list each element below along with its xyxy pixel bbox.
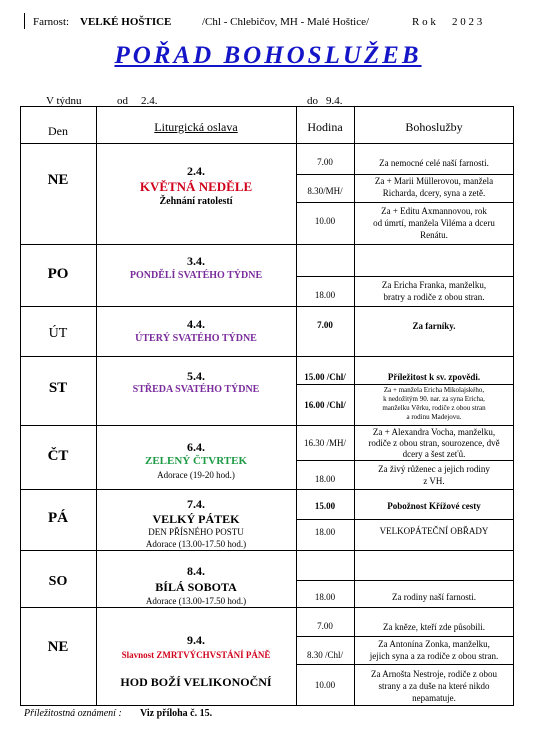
- hour: 18.00: [314, 592, 336, 602]
- hour: 8.30/MH/: [307, 186, 343, 196]
- row-divider: [20, 244, 514, 245]
- date: 5.4.: [187, 369, 205, 383]
- liturgy-note: Adorace (13.00-17.50 hod.): [145, 596, 247, 606]
- cell-divider: [296, 202, 514, 203]
- row-divider: [20, 143, 514, 144]
- col-header-services: Bohoslužby: [405, 120, 463, 134]
- liturgy-note: Adorace (19-20 hod.): [157, 470, 235, 480]
- service: Za Ericha Franka, manželku,: [381, 280, 487, 290]
- day-label: SO: [48, 574, 68, 589]
- date: 3.4.: [187, 254, 205, 268]
- week-to-label: do: [307, 95, 318, 107]
- date: 9.4.: [187, 633, 205, 647]
- liturgy-name: ZELENÝ ČTVRTEK: [145, 455, 247, 467]
- hour: 8.30 /Chl/: [306, 650, 343, 660]
- row-divider: [20, 489, 514, 490]
- hour: 18.00: [314, 290, 336, 300]
- service: Za nemocné celé naší farnosti.: [379, 158, 489, 168]
- parish-name: VELKÉ HOŠTICE: [80, 16, 172, 28]
- hour: 10.00: [314, 680, 336, 690]
- year: 2 0 2 3: [452, 16, 483, 28]
- liturgy-name: BÍLÁ SOBOTA: [155, 580, 237, 594]
- liturgy-note: Žehnání ratolestí: [159, 196, 233, 207]
- hour: 7.00: [317, 320, 333, 330]
- service: Za farníky.: [412, 321, 456, 331]
- service: Za Arnošta Nestroje, rodiče z obou: [371, 669, 497, 679]
- cell-divider: [296, 519, 514, 520]
- date: 2.4.: [187, 164, 205, 178]
- liturgy-name: STŘEDA SVATÉHO TÝDNE: [132, 384, 260, 395]
- cell-divider: [296, 664, 514, 665]
- row-divider: [20, 306, 514, 307]
- date: 4.4.: [187, 317, 205, 331]
- day-label: ÚT: [48, 326, 68, 341]
- col-header-hour: Hodina: [307, 120, 343, 134]
- week-label: V týdnu: [46, 95, 82, 107]
- day-label: NE: [47, 172, 69, 188]
- cell-divider: [296, 276, 514, 277]
- service: Richarda, dcery, syna a zetě.: [382, 188, 486, 198]
- service: VELKOPÁTEČNÍ OBŘADY: [379, 526, 489, 536]
- header-divider: [24, 13, 25, 29]
- hour: 7.00: [317, 621, 333, 631]
- col-header-liturgy: Liturgická oslava: [154, 120, 238, 134]
- service: manželku Věrku, rodiče z obou stran: [382, 404, 486, 412]
- parish-label: Farnost:: [33, 16, 70, 28]
- day-label: PÁ: [48, 510, 68, 526]
- liturgy-name: Slavnost ZMRTVÝCHVSTÁNÍ PÁNĚ: [121, 650, 271, 660]
- service: Za rodiny naší farnosti.: [392, 592, 476, 602]
- week-to: 9.4.: [326, 95, 343, 107]
- hour: 10.00: [314, 216, 336, 226]
- day-label: ČT: [47, 448, 69, 464]
- liturgy-name: ÚTERÝ SVATÉHO TÝDNE: [135, 333, 257, 344]
- service: Za kněze, kteří zde působili.: [383, 622, 485, 632]
- date: 8.4.: [187, 564, 205, 578]
- footer-value: Viz příloha č. 15.: [140, 708, 213, 719]
- service: strany a za duše na které nikdo: [378, 681, 490, 691]
- cell-divider: [296, 384, 514, 385]
- week-from: 2.4.: [141, 95, 158, 107]
- service: Renátu.: [420, 230, 448, 240]
- service: z VH.: [423, 476, 445, 486]
- week-from-label: od: [117, 95, 128, 107]
- day-label: PO: [47, 266, 69, 282]
- liturgy-note: Adorace (13.00-17.50 hod.): [145, 539, 247, 549]
- year-label: R o k: [412, 16, 436, 28]
- service: k nedožitým 90. nar. za syna Ericha,: [383, 395, 485, 403]
- service: nepamatuje.: [412, 693, 456, 703]
- row-divider: [20, 607, 514, 608]
- service: Za Antonína Zonka, manželku,: [378, 639, 490, 649]
- date: 6.4.: [187, 440, 205, 454]
- hour: 15.00: [314, 501, 336, 511]
- service: Za + Alexandra Vocha, manželku,: [372, 427, 496, 437]
- footer-label: Příležitostná oznámení :: [24, 708, 122, 719]
- hour: 16.00 /Chl/: [304, 400, 346, 410]
- page-title: POŘAD BOHOSLUŽEB: [114, 42, 422, 69]
- date: 7.4.: [187, 497, 205, 511]
- service: rodiče z obou stran, sourozence, dvě: [368, 438, 500, 448]
- hour: 15.00 /Chl/: [304, 372, 346, 382]
- service: bratry a rodiče z obou stran.: [383, 292, 485, 302]
- hour: 18.00: [314, 474, 336, 484]
- service: od úmrtí, manžela Viléma a dceru: [373, 218, 495, 228]
- liturgy-name: VELKÝ PÁTEK: [152, 512, 240, 526]
- hour: 7.00: [317, 157, 333, 167]
- service: Za + manžela Ericha Mikolajského,: [383, 386, 485, 394]
- service: Za + Editu Axmannovou, rok: [381, 206, 487, 216]
- row-divider: [20, 356, 514, 357]
- service: jejich syna a za rodiče z obou stran.: [369, 651, 499, 661]
- cell-divider: [296, 580, 514, 581]
- service: Za + Marii Müllerovou, manžela: [374, 176, 494, 186]
- service: Příležitost k sv. zpovědi.: [387, 372, 481, 382]
- hour: 18.00: [314, 527, 336, 537]
- liturgy-name: PONDĚLÍ SVATÉHO TÝDNE: [129, 270, 263, 281]
- col-header-day: Den: [48, 124, 68, 138]
- hour: 16.30 /MH/: [303, 438, 346, 448]
- row-divider: [20, 550, 514, 551]
- service: Pobožnost Křížové cesty: [387, 501, 481, 511]
- locations: /Chl - Chlebičov, MH - Malé Hoštice/: [202, 16, 370, 28]
- liturgy-name: KVĚTNÁ NEDĚLE: [139, 179, 253, 194]
- service: a rodinu Madejovu.: [406, 413, 462, 421]
- service: Za živý růženec a jejich rodiny: [378, 464, 490, 474]
- cell-divider: [296, 460, 514, 461]
- service: dcery a šest zeťů.: [402, 449, 466, 459]
- liturgy-note: HOD BOŽÍ VELIKONOČNÍ: [120, 675, 272, 689]
- day-label: ST: [48, 380, 68, 396]
- day-label: NE: [47, 639, 69, 655]
- cell-divider: [296, 636, 514, 637]
- liturgy-note: DEN PŘÍSNÉHO POSTU: [148, 527, 244, 537]
